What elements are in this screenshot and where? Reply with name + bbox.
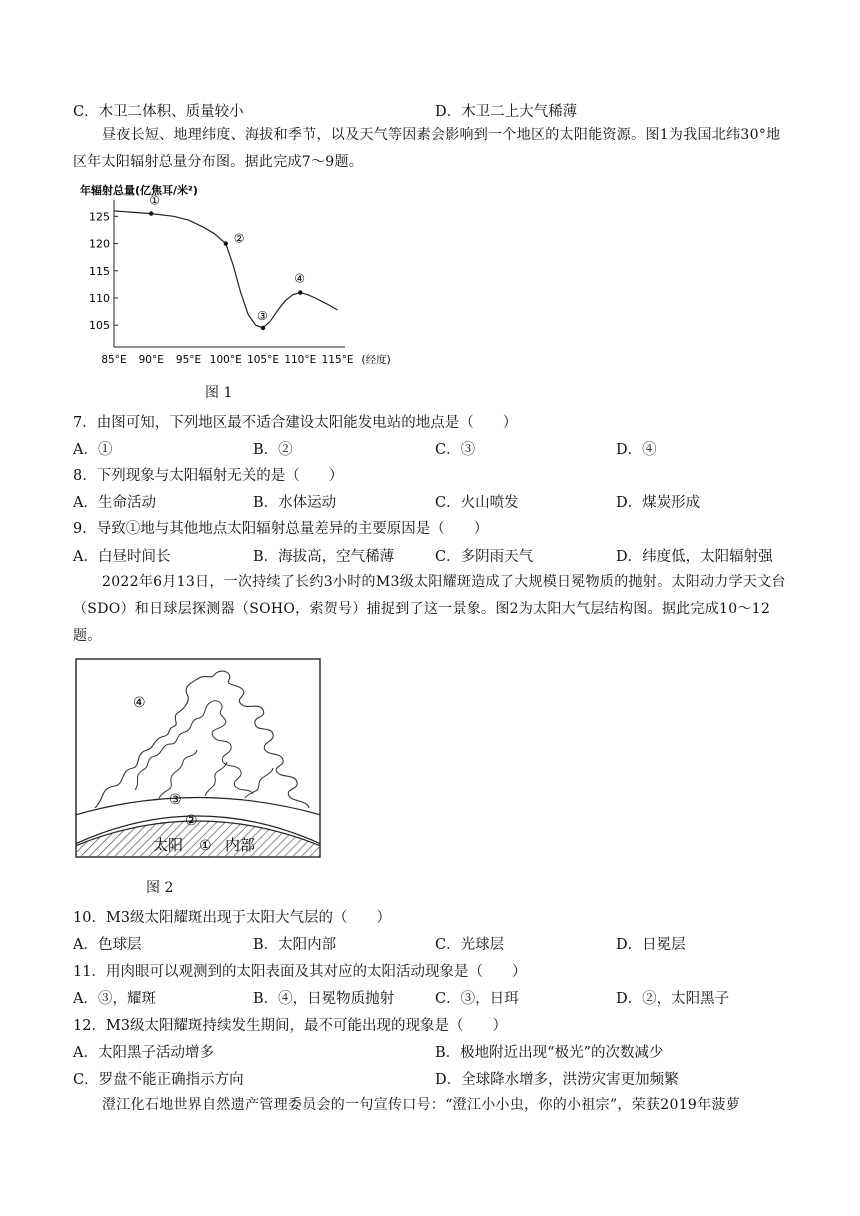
q7-option-a: A．① bbox=[73, 442, 113, 458]
q11-option-b: B．④，日冕物质抛射 bbox=[253, 991, 395, 1007]
x-axis-label: (经度) bbox=[361, 354, 391, 366]
chart-point bbox=[298, 290, 302, 294]
y-tick-label: 105 bbox=[89, 319, 110, 333]
x-tick-label: 85°E bbox=[101, 354, 127, 366]
chart-point bbox=[224, 241, 228, 245]
q10-option-a: A．色球层 bbox=[73, 937, 142, 953]
q11-option-d: D．②，太阳黑子 bbox=[616, 991, 730, 1007]
q11-stem: 11．用肉眼可以观测到的太阳表面及其对应的太阳活动现象是（ ） bbox=[73, 964, 527, 980]
chart-series-line bbox=[114, 211, 338, 328]
q8-option-d: D．煤炭形成 bbox=[616, 495, 701, 511]
q9-option-b: B．海拔高，空气稀薄 bbox=[253, 549, 395, 565]
figure-2-diagram bbox=[75, 658, 323, 860]
q10-option-d: D．日冕层 bbox=[616, 937, 686, 953]
figure-1-caption: 图 1 bbox=[205, 385, 233, 401]
interior-label: 内部 bbox=[225, 836, 256, 854]
layer-1-label: ① bbox=[199, 838, 212, 854]
x-tick-label: 105°E bbox=[247, 354, 280, 366]
y-tick-label: 110 bbox=[89, 292, 110, 305]
passage-2: 2022年6月13日，一次持续了长约3小时的M3级太阳耀斑造成了大规模日冕物质的抛射。太阳动力学天文台（SDO）和日球层探测器（SOHO，索贺号）捕捉到了这一景象。图2为太阳大气层结构图。据此完成10～12题。 bbox=[73, 574, 786, 644]
chart-point bbox=[149, 211, 153, 215]
x-tick-label: 95°E bbox=[175, 354, 202, 366]
q8-stem: 8．下列现象与太阳辐射无关的是（ ） bbox=[73, 468, 344, 484]
q12-option-c: C．罗盘不能正确指示方向 bbox=[73, 1072, 244, 1088]
y-tick-label: 115 bbox=[89, 264, 110, 278]
q8-option-c: C．火山喷发 bbox=[435, 495, 519, 511]
x-tick-label: 90°E bbox=[138, 354, 164, 366]
x-tick-label: 115°E bbox=[321, 354, 354, 366]
q12-option-d: D．全球降水增多，洪涝灾害更加频繁 bbox=[435, 1072, 679, 1088]
chart-ylabel: 年辐射总量(亿焦耳/米²) bbox=[80, 184, 198, 197]
x-tick-label: 100°E bbox=[209, 354, 242, 366]
q11-option-a: A．③，耀斑 bbox=[73, 991, 156, 1007]
passage-1: 昼夜长短、地理纬度、海拔和季节，以及天气等因素会影响到一个地区的太阳能资源。图1为我国北纬30°地区年太阳辐射总量分布图。据此完成7～9题。 bbox=[73, 127, 781, 170]
q12-option-b: B．极地附近出现“极光”的次数减少 bbox=[435, 1045, 664, 1061]
passage-3: 澄江化石地世界自然遗产管理委员会的一句宣传口号：“澄江小小虫，你的小祖宗”，荣获2019年菠萝 bbox=[102, 1097, 741, 1113]
layer-4-label: ④ bbox=[133, 695, 146, 711]
q9-option-c: C．多阴雨天气 bbox=[435, 549, 534, 565]
y-tick-label: 125 bbox=[89, 210, 110, 224]
q8-option-b: B．水体运动 bbox=[253, 495, 337, 511]
layer-2-label: ② bbox=[185, 813, 198, 829]
sun-label: 太阳 bbox=[153, 836, 184, 854]
q10-option-b: B．太阳内部 bbox=[253, 937, 337, 953]
chart-point bbox=[261, 326, 265, 330]
q7-option-c: C．③ bbox=[435, 442, 476, 458]
figure-1-chart bbox=[75, 180, 391, 372]
q7-option-b: B．② bbox=[253, 442, 293, 458]
chart-point-label: ② bbox=[233, 231, 245, 246]
x-tick-label: 110°E bbox=[284, 354, 317, 366]
q7-stem: 7．由图可知，下列地区最不适合建设太阳能发电站的地点是（ ） bbox=[73, 415, 518, 431]
q9-option-d: D．纬度低，太阳辐射强 bbox=[616, 549, 773, 565]
figure-2-caption: 图 2 bbox=[146, 880, 174, 896]
q12-stem: 12．M3级太阳耀斑持续发生期间，最不可能出现的现象是（ ） bbox=[73, 1018, 508, 1034]
q10-stem: 10．M3级太阳耀斑出现于太阳大气层的（ ） bbox=[73, 910, 392, 926]
chart-point-label: ① bbox=[149, 193, 161, 208]
option-c: C．木卫二体积、质量较小 bbox=[73, 104, 244, 120]
q11-option-c: C．③，日珥 bbox=[435, 991, 519, 1007]
q9-stem: 9．导致①地与其他地点太阳辐射总量差异的主要原因是（ ） bbox=[73, 521, 489, 537]
chart-point-label: ③ bbox=[257, 308, 268, 323]
q7-option-d: D．④ bbox=[616, 442, 657, 458]
q10-option-c: C．光球层 bbox=[435, 937, 505, 953]
q8-option-a: A．生命活动 bbox=[73, 495, 156, 511]
chart-point-label: ④ bbox=[294, 271, 306, 286]
q12-option-a: A．太阳黑子活动增多 bbox=[73, 1045, 214, 1061]
layer-3-label: ③ bbox=[169, 792, 182, 808]
q9-option-a: A．白昼时间长 bbox=[73, 549, 171, 565]
option-d: D．木卫二上大气稀薄 bbox=[435, 104, 578, 120]
y-tick-label: 120 bbox=[89, 237, 110, 251]
